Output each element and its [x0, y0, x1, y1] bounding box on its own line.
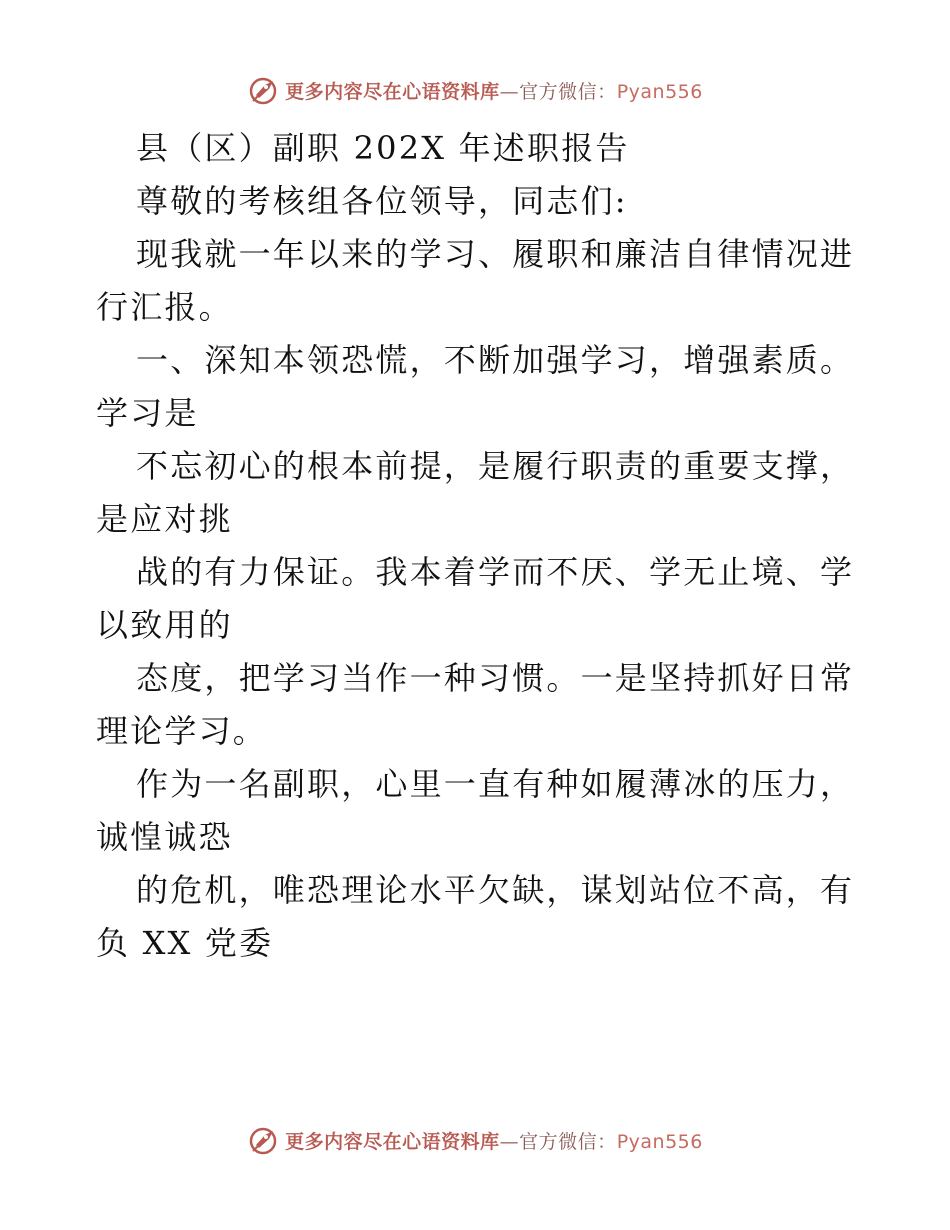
salutation-line: 尊敬的考核组各位领导，同志们: [136, 182, 628, 220]
banner-wechat-id: Pyan556 [616, 1130, 703, 1153]
paragraph-line: 行汇报。 [96, 288, 233, 326]
pen-nib-circle-icon [247, 73, 281, 107]
header-banner-content [247, 73, 703, 107]
banner-official-label: 官方微信： [519, 1130, 617, 1153]
paragraph-line: 的危机，唯恐理论水平欠缺，谋划站位不高，有 [136, 871, 855, 909]
banner-separator: — [499, 1130, 520, 1153]
banner-main-text: 更多内容尽在心语资料库 [285, 1130, 500, 1153]
paragraph-line: 是应对挑 [96, 500, 233, 538]
paragraph-line: 学习是 [96, 394, 199, 432]
banner-main-text: 更多内容尽在心语资料库 [285, 80, 500, 103]
footer-watermark-banner [0, 1120, 950, 1160]
paragraph-line: 不忘初心的根本前提，是履行职责的重要支撑， [136, 447, 855, 485]
paragraph-line: 作为一名副职，心里一直有种如履薄冰的压力， [136, 765, 855, 803]
document-title: 县（区）副职 202X 年述职报告 [136, 129, 630, 167]
banner-official-label: 官方微信： [519, 80, 617, 103]
section-heading-line: 一、深知本领恐慌，不断加强学习，增强素质。 [136, 341, 855, 379]
paragraph-line: 战的有力保证。我本着学而不厌、学无止境、学 [136, 553, 855, 591]
banner-wechat-id: Pyan556 [616, 80, 703, 103]
banner-separator: — [499, 80, 520, 103]
header-watermark-banner [0, 70, 950, 110]
paragraph-line: 态度，把学习当作一种习惯。一是坚持抓好日常 [136, 659, 855, 697]
document-body [96, 122, 856, 970]
banner-text [285, 1127, 703, 1154]
paragraph-line: 诚惶诚恐 [96, 818, 233, 856]
paragraph-line: 现我就一年以来的学习、履职和廉洁自律情况进 [136, 235, 855, 273]
banner-text [285, 77, 703, 104]
paragraph-line: 以致用的 [96, 606, 233, 644]
footer-banner-content [247, 1123, 703, 1157]
paragraph-line: 理论学习。 [96, 712, 268, 750]
paragraph-line: 负 XX 党委 [96, 924, 274, 962]
pen-nib-circle-icon [247, 1123, 281, 1157]
